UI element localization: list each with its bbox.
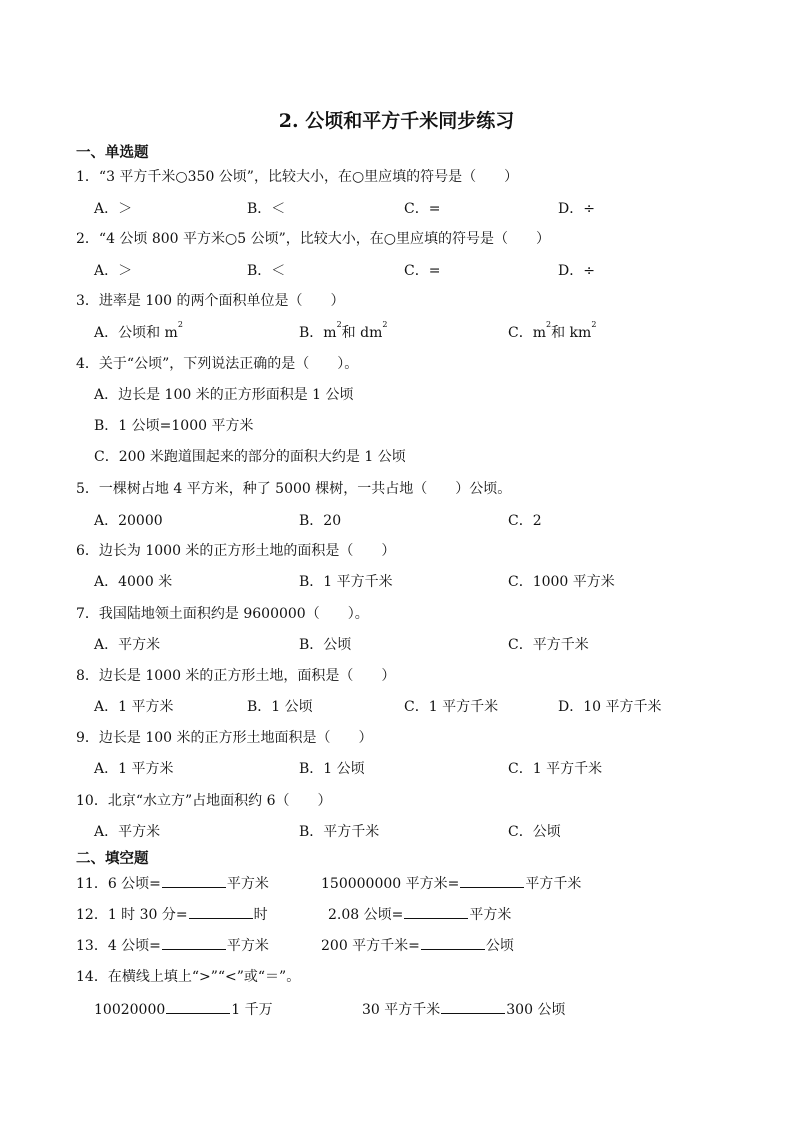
q6-option-a: A．4000 米	[94, 574, 173, 590]
q7-option-b: B．公顷	[299, 637, 352, 653]
answer-blank[interactable]	[421, 937, 485, 950]
question-11-part-1: 11．6 公顷= 平方米	[76, 876, 269, 892]
question-12-part-2: 2.08 公顷= 平方米	[328, 907, 512, 923]
q3-option-b: B．$m^2$和 $dm^2$	[299, 320, 388, 341]
q9-option-b: B．1 公顷	[299, 761, 365, 777]
question-9: 9．边长是 100 米的正方形土地面积是（ ）	[76, 730, 373, 746]
q8-option-b: B．1 公顷	[247, 699, 313, 715]
question-6: 6．边长为 1000 米的正方形土地的面积是（ ）	[76, 543, 396, 559]
q7-option-c: C．平方千米	[508, 637, 589, 653]
q1-option-b: B．＜	[247, 201, 286, 217]
q1-option-c: C．=	[404, 201, 441, 217]
q8-option-d: D．10 平方千米	[558, 699, 662, 715]
question-13-part-2: 200 平方千米= 公顷	[321, 938, 514, 954]
question-11-part-2: 150000000 平方米= 平方千米	[321, 876, 582, 892]
question-5: 5．一棵树占地 4 平方米，种了 5000 棵树，一共占地（ ）公顷。	[76, 481, 512, 497]
q6-option-c: C．1000 平方米	[508, 574, 615, 590]
q9-option-c: C．1 平方千米	[508, 761, 603, 777]
question-12-part-1: 12．1 时 30 分= 时	[76, 907, 268, 923]
q7-option-a: A．平方米	[94, 637, 161, 653]
q3-option-a: A．公顷和 $m^2$	[94, 320, 183, 341]
q2-option-a: A．＞	[94, 263, 133, 279]
q9-option-a: A．1 平方米	[94, 761, 174, 777]
answer-blank[interactable]	[460, 875, 524, 888]
q10-option-b: B．平方千米	[299, 824, 380, 840]
question-14: 14．在横线上填上“>”“<”或“＝”。	[76, 969, 301, 985]
answer-blank[interactable]	[404, 906, 468, 919]
answer-blank[interactable]	[441, 1001, 505, 1014]
question-13-part-1: 13．4 公顷= 平方米	[76, 938, 269, 954]
q14-compare-2: 30 平方千米 300 公顷	[362, 1002, 566, 1018]
q4-option-a: A．边长是 100 米的正方形面积是 1 公顷	[94, 387, 354, 403]
question-8: 8．边长是 1000 米的正方形土地，面积是（ ）	[76, 668, 396, 684]
answer-blank[interactable]	[162, 937, 226, 950]
question-1: 1．“3 平方千米○350 公顷”，比较大小，在○里应填的符号是（ ）	[76, 169, 519, 185]
question-10: 10．北京“水立方”占地面积约 6（ ）	[76, 793, 332, 809]
question-2: 2．“4 公顷 800 平方米○5 公顷”，比较大小，在○里应填的符号是（ ）	[76, 231, 550, 247]
q5-option-c: C．2	[508, 513, 542, 529]
q4-option-c: C．200 米跑道围起来的部分的面积大约是 1 公顷	[94, 449, 406, 465]
question-7: 7．我国陆地领土面积约是 9600000（ ）。	[76, 606, 369, 622]
section-heading-fill-blank: 二、填空题	[76, 850, 149, 867]
q10-option-a: A．平方米	[94, 824, 161, 840]
answer-blank[interactable]	[189, 906, 253, 919]
q1-option-d: D．÷	[558, 201, 595, 217]
q6-option-b: B．1 平方千米	[299, 574, 393, 590]
q5-option-a: A．20000	[94, 513, 163, 529]
q8-option-c: C．1 平方千米	[404, 699, 499, 715]
q2-option-c: C．=	[404, 263, 441, 279]
q5-option-b: B．20	[299, 513, 342, 529]
q10-option-c: C．公顷	[508, 824, 561, 840]
page-title: 2. 公顷和平方千米同步练习	[278, 110, 515, 132]
q2-option-b: B．＜	[247, 263, 286, 279]
q4-option-b: B．1 公顷=1000 平方米	[94, 418, 254, 434]
q3-option-c: C．$m^2$和 $km^2$	[508, 320, 597, 341]
q2-option-d: D．÷	[558, 263, 595, 279]
question-3: 3．进率是 100 的两个面积单位是（ ）	[76, 293, 345, 309]
answer-blank[interactable]	[162, 875, 226, 888]
answer-blank[interactable]	[166, 1001, 230, 1014]
q1-option-a: A．＞	[94, 201, 133, 217]
q8-option-a: A．1 平方米	[94, 699, 174, 715]
section-heading-single-choice: 一、单选题	[76, 144, 149, 161]
q14-compare-1: 10020000 1 千万	[94, 1002, 273, 1018]
question-4: 4．关于“公顷”，下列说法正确的是（ ）。	[76, 356, 359, 372]
